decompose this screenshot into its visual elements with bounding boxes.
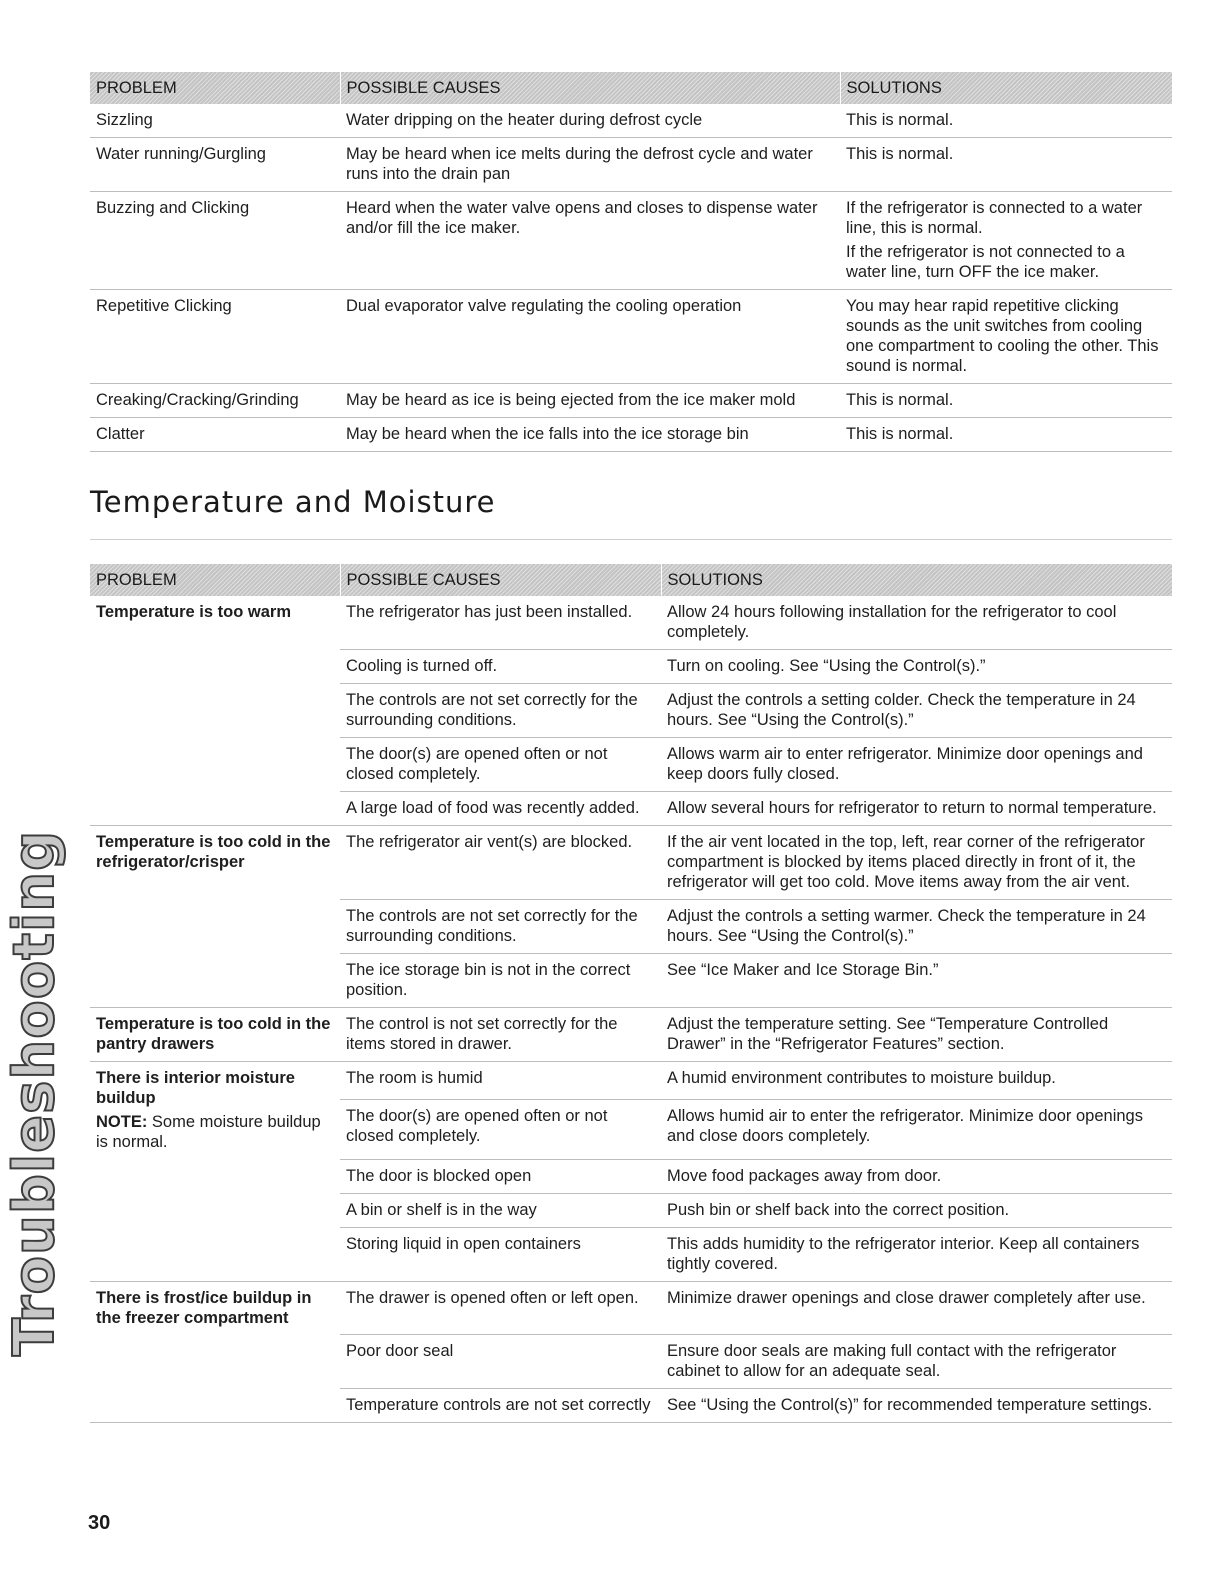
solution-cell: This is normal. [840,418,1172,452]
cause-cell: The door(s) are opened often or not closed completely. [340,1099,661,1159]
table-row [90,1193,1172,1227]
table-row [90,1159,1172,1193]
solution-cell: You may hear rapid repetitive clicking sounds as the unit switches from cooling one compartment to cooling the other. This sound is normal. [840,290,1172,384]
cause-cell: Heard when the water valve opens and closes to dispense water and/or fill the ice maker. [340,192,840,290]
cause-cell: Poor door seal [340,1335,661,1389]
table-row [90,1062,1172,1100]
solution-paragraph: If the refrigerator is connected to a water line, this is normal. [846,199,1143,237]
table-row [90,384,1172,418]
cause-cell: May be heard as ice is being ejected from the ice maker mold [340,384,840,418]
side-tab [0,829,70,1357]
note-label: NOTE: [96,1113,148,1131]
cause-cell: May be heard when ice melts during the defrost cycle and water runs into the drain pan [340,138,840,192]
cause-cell: The controls are not set correctly for the surrounding conditions. [340,900,661,954]
cause-cell: May be heard when the ice falls into the ice storage bin [340,418,840,452]
table-row [90,290,1172,384]
solution-paragraph: If the refrigerator is not connected to a water line, turn OFF the ice maker. [846,243,1125,281]
table-row [90,596,1172,650]
problem-cell: There is frost/ice buildup in the freezer compartment [96,1288,312,1327]
table-header-row [90,72,1172,104]
table-row [90,792,1172,826]
header-solutions: SOLUTIONS [840,72,1172,104]
table-row [90,1281,1172,1335]
table-row [90,1227,1172,1281]
cause-cell: The refrigerator air vent(s) are blocked. [340,826,661,900]
problem-cell: Sizzling [90,104,340,138]
problem-cell: Temperature is too cold in the pantry drawers [90,1008,340,1062]
solution-cell: Minimize drawer openings and close drawer completely after use. [661,1281,1172,1335]
table-row [90,1389,1172,1423]
header-problem: PROBLEM [90,564,340,596]
solution-cell: Push bin or shelf back into the correct position. [661,1193,1172,1227]
cause-cell: Storing liquid in open containers [340,1227,661,1281]
section-title: Temperature and Moisture [90,485,496,519]
temperature-moisture-table [90,564,1172,1423]
problem-text: There is interior moisture buildup [96,1069,295,1107]
solution-cell: This is normal. [840,138,1172,192]
solution-cell: See “Using the Control(s)” for recommended temperature settings. [661,1389,1172,1423]
table-row [90,684,1172,738]
problem-cell: Buzzing and Clicking [90,192,340,290]
cause-cell: The control is not set correctly for the items stored in drawer. [340,1008,661,1062]
solution-cell: This is normal. [840,104,1172,138]
cause-cell: The ice storage bin is not in the correct position. [340,954,661,1008]
solution-cell: This adds humidity to the refrigerator interior. Keep all containers tightly covered. [661,1227,1172,1281]
solution-cell: Allow several hours for refrigerator to return to normal temperature. [661,792,1172,826]
cause-cell: The room is humid [340,1062,661,1100]
solution-cell: If the air vent located in the top, left, rear corner of the refrigerator compartment is blocked by items placed directly in front of it, the refrigerator will get too cold. Move items away from the air vent. [661,826,1172,900]
table-row [90,192,1172,290]
solution-cell: Turn on cooling. See “Using the Control(s).” [661,650,1172,684]
header-solutions: SOLUTIONS [661,564,1172,596]
table-row [90,418,1172,452]
header-possible-causes: POSSIBLE CAUSES [340,72,840,104]
side-tab-label: Troubleshooting [2,829,67,1357]
table-row [90,826,1172,900]
table-row [90,1335,1172,1389]
solution-cell: Allows humid air to enter the refrigerator. Minimize door openings and close doors completely. [661,1099,1172,1159]
solution-cell: A humid environment contributes to moisture buildup. [661,1062,1172,1100]
problem-cell: Repetitive Clicking [90,290,340,384]
solution-cell: Adjust the controls a setting colder. Check the temperature in 24 hours. See “Using the Control(s).” [661,684,1172,738]
solution-cell: Allow 24 hours following installation for the refrigerator to cool completely. [661,596,1172,650]
cause-cell: Dual evaporator valve regulating the cooling operation [340,290,840,384]
table-row [90,1008,1172,1062]
solution-cell: Allows warm air to enter refrigerator. Minimize door openings and keep doors fully closed. [661,738,1172,792]
table-row [90,900,1172,954]
solution-cell: Adjust the controls a setting warmer. Check the temperature in 24 hours. See “Using the Control(s).” [661,900,1172,954]
cause-cell: The controls are not set correctly for the surrounding conditions. [340,684,661,738]
problem-cell: Creaking/Cracking/Grinding [90,384,340,418]
solution-cell [840,192,1172,290]
table-row [90,138,1172,192]
solution-cell: Move food packages away from door. [661,1159,1172,1193]
problem-cell: Temperature is too cold in the refrigerator/crisper [96,833,331,871]
cause-cell: Cooling is turned off. [340,650,661,684]
header-problem: PROBLEM [90,72,340,104]
page-number: 30 [88,1512,111,1534]
cause-cell: The drawer is opened often or left open. [340,1281,661,1335]
cause-cell: The door is blocked open [340,1159,661,1193]
solution-cell: This is normal. [840,384,1172,418]
table-row [90,954,1172,1008]
table-row [90,104,1172,138]
table-row [90,650,1172,684]
problem-cell [90,1062,340,1160]
noises-table [90,72,1172,452]
cause-cell: A bin or shelf is in the way [340,1193,661,1227]
table-header-row [90,564,1172,596]
cause-cell: The refrigerator has just been installed. [340,596,661,650]
solution-cell: Ensure door seals are making full contact with the refrigerator cabinet to allow for an adequate seal. [661,1335,1172,1389]
solution-cell: See “Ice Maker and Ice Storage Bin.” [661,954,1172,1008]
cause-cell: Water dripping on the heater during defrost cycle [340,104,840,138]
solution-cell: Adjust the temperature setting. See “Temperature Controlled Drawer” in the “Refrigerator Features” section. [661,1008,1172,1062]
cause-cell: The door(s) are opened often or not closed completely. [340,738,661,792]
problem-note [96,1112,334,1152]
header-possible-causes: POSSIBLE CAUSES [340,564,661,596]
title-divider [90,539,1172,540]
cause-cell: Temperature controls are not set correctly [340,1389,661,1423]
note-text: Some moisture buildup is normal. [96,1113,321,1151]
problem-cell: Clatter [90,418,340,452]
table-row [90,738,1172,792]
problem-cell: Temperature is too warm [96,603,291,621]
problem-cell: Water running/Gurgling [90,138,340,192]
cause-cell: A large load of food was recently added. [340,792,661,826]
